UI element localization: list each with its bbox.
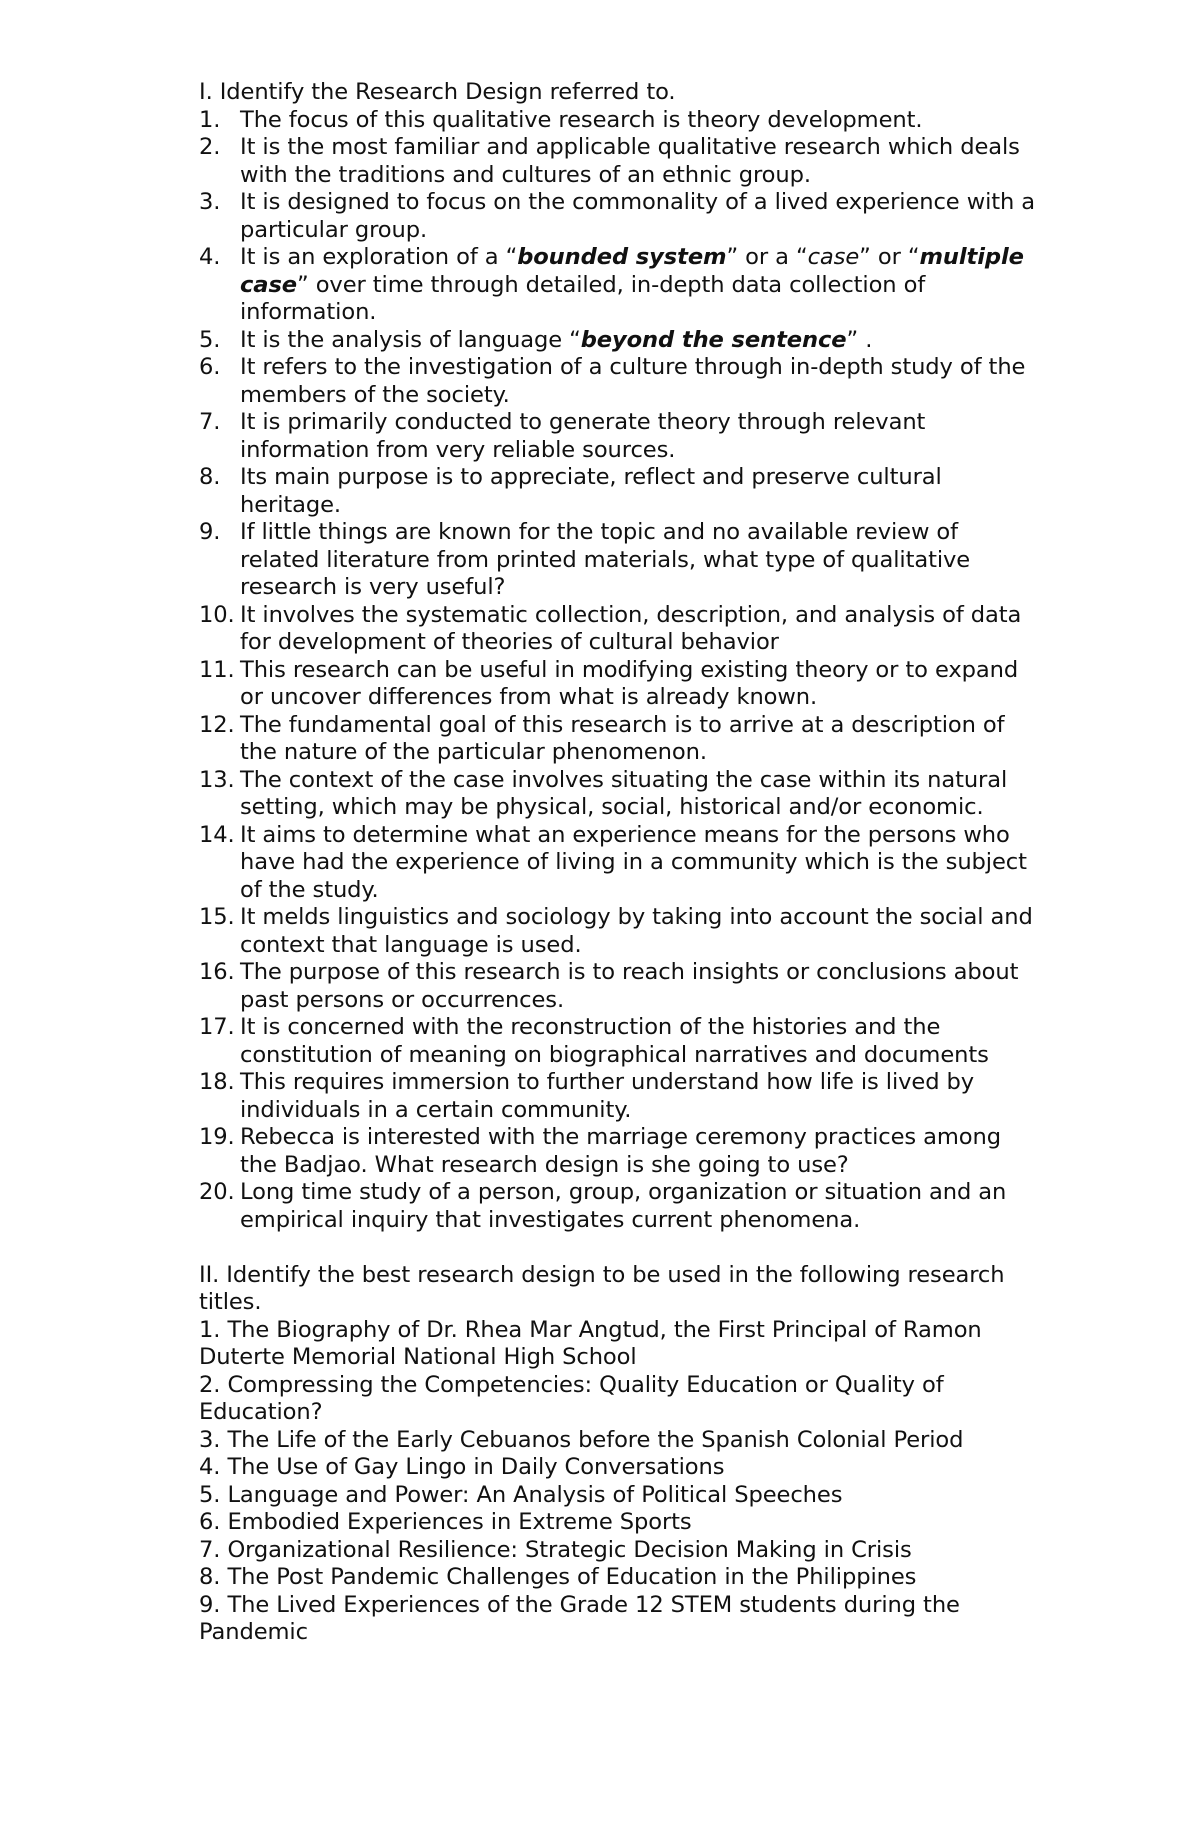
question-text: It involves the systematic collection, description, and analysis of data for development of theories of cultural behavior [240, 601, 1022, 655]
section-spacer [199, 1234, 1040, 1262]
question-item [199, 464, 1040, 519]
research-title-item: 3. The Life of the Early Cebuanos before the Spanish Colonial Period [199, 1426, 964, 1453]
question-number: 15. [199, 904, 235, 930]
question-text: If little things are known for the topic and no available review of related literature from printed materials, what type of qualitative research is very useful? [240, 519, 971, 600]
question-item [199, 1179, 1040, 1234]
question-number: 4. [199, 244, 221, 270]
question-text-part: It is the analysis of language “ [240, 326, 581, 353]
question-text: Rebecca is interested with the marriage ceremony practices among the Badjao. What research design is she going to use? [240, 1124, 1001, 1178]
question-number: 11. [199, 656, 235, 683]
question-text: The focus of this qualitative research is theory development. [240, 106, 923, 133]
question-number: 8. [199, 464, 221, 490]
question-item [199, 904, 1040, 959]
question-text: Long time study of a person, group, organization or situation and an empirical inquiry that investigates current phenomena. [240, 1179, 1007, 1233]
question-item [199, 959, 1040, 1014]
research-title-item: 2. Compressing the Competencies: Quality Education or Quality of Education? [199, 1371, 944, 1425]
question-item [199, 657, 1040, 712]
emphasis-term: multiple case [240, 244, 1024, 298]
question-text-part: ” or “ [859, 244, 920, 270]
question-number: 9. [199, 519, 221, 545]
question-item [199, 712, 1040, 767]
question-item [199, 1124, 1040, 1179]
emphasis-term: bounded system [517, 244, 727, 270]
part1-heading: I. Identify the Research Design referred to. [199, 79, 676, 105]
question-text-part: It is an exploration of a “ [240, 244, 518, 270]
question-text: This requires immersion to further understand how life is lived by individuals in a certain community. [240, 1069, 975, 1123]
question-text: This research can be useful in modifying existing theory or to expand or uncover differences from what is already known. [240, 656, 1019, 710]
question-number: 2. [199, 134, 221, 160]
question-number: 5. [199, 326, 221, 353]
question-text: It melds linguistics and sociology by taking into account the social and context that language is used. [240, 904, 1033, 958]
question-item [199, 519, 1040, 602]
question-number: 6. [199, 354, 221, 380]
question-item [199, 244, 1040, 327]
question-number: 1. [199, 106, 221, 133]
emphasis-term: case [807, 244, 860, 270]
question-number: 12. [199, 711, 235, 738]
question-text: It is the most familiar and applicable qualitative research which deals with the traditions and cultures of an ethnic group. [240, 134, 1020, 188]
question-text: Its main purpose is to appreciate, reflect and preserve cultural heritage. [240, 464, 942, 518]
question-number: 20. [199, 1179, 235, 1205]
question-text: It is concerned with the reconstruction of the histories and the constitution of meaning on biographical narratives and documents [240, 1014, 989, 1068]
part2-title-list [199, 1317, 1040, 1647]
question-item [199, 1014, 1040, 1069]
research-title-item: 4. The Use of Gay Lingo in Daily Conversations [199, 1454, 725, 1480]
question-number: 3. [199, 189, 221, 215]
question-number: 13. [199, 766, 235, 793]
question-item [199, 409, 1040, 464]
question-text-part: ” or a “ [726, 244, 808, 270]
research-title-item: 1. The Biography of Dr. Rhea Mar Angtud, the First Principal of Ramon Duterte Memorial National High School [199, 1316, 982, 1370]
question-number: 10. [199, 601, 235, 628]
emphasis-term: beyond the sentence [580, 326, 847, 353]
question-number: 14. [199, 821, 235, 848]
question-number: 19. [199, 1124, 235, 1150]
question-item [199, 354, 1040, 409]
research-title-item: 6. Embodied Experiences in Extreme Sports [199, 1509, 692, 1535]
question-number: 16. [199, 959, 235, 985]
question-item [199, 107, 1040, 135]
research-title-item: 9. The Lived Experiences of the Grade 12 STEM students during the Pandemic [199, 1591, 960, 1645]
research-title-item: 8. The Post Pandemic Challenges of Education in the Philippines [199, 1564, 917, 1590]
question-item [199, 189, 1040, 244]
question-text: It is primarily conducted to generate theory through relevant information from very reliable sources. [240, 409, 926, 463]
question-text: It aims to determine what an experience means for the persons who have had the experience of living in a community which is the subject of the study. [240, 821, 1027, 903]
question-item [199, 767, 1040, 822]
part2-heading: II. Identify the best research design to be used in the following research titles. [199, 1261, 1005, 1315]
question-item [199, 1069, 1040, 1124]
question-text: It is designed to focus on the commonality of a lived experience with a particular group. [240, 189, 1036, 243]
research-title-item: 5. Language and Power: An Analysis of Political Speeches [199, 1481, 843, 1508]
question-text: The context of the case involves situating the case within its natural setting, which may be physical, social, historical and/or economic. [240, 766, 1008, 820]
question-text: It refers to the investigation of a culture through in-depth study of the members of the society. [240, 354, 1026, 408]
question-number: 7. [199, 409, 221, 435]
research-title-item: 7. Organizational Resilience: Strategic Decision Making in Crisis [199, 1536, 912, 1563]
question-text: The fundamental goal of this research is to arrive at a description of the nature of the particular phenomenon. [240, 711, 1005, 765]
question-item [199, 327, 1040, 355]
question-number: 18. [199, 1069, 235, 1095]
part1-question-list [199, 107, 1040, 1235]
question-number: 17. [199, 1014, 235, 1040]
question-item [199, 134, 1040, 189]
question-text: The purpose of this research is to reach insights or conclusions about past persons or occurrences. [240, 959, 1019, 1013]
question-item [199, 822, 1040, 905]
question-text-part: ” . [846, 326, 873, 353]
question-text-part: ” over time through detailed, in-depth data collection of information. [240, 271, 926, 325]
question-item [199, 602, 1040, 657]
